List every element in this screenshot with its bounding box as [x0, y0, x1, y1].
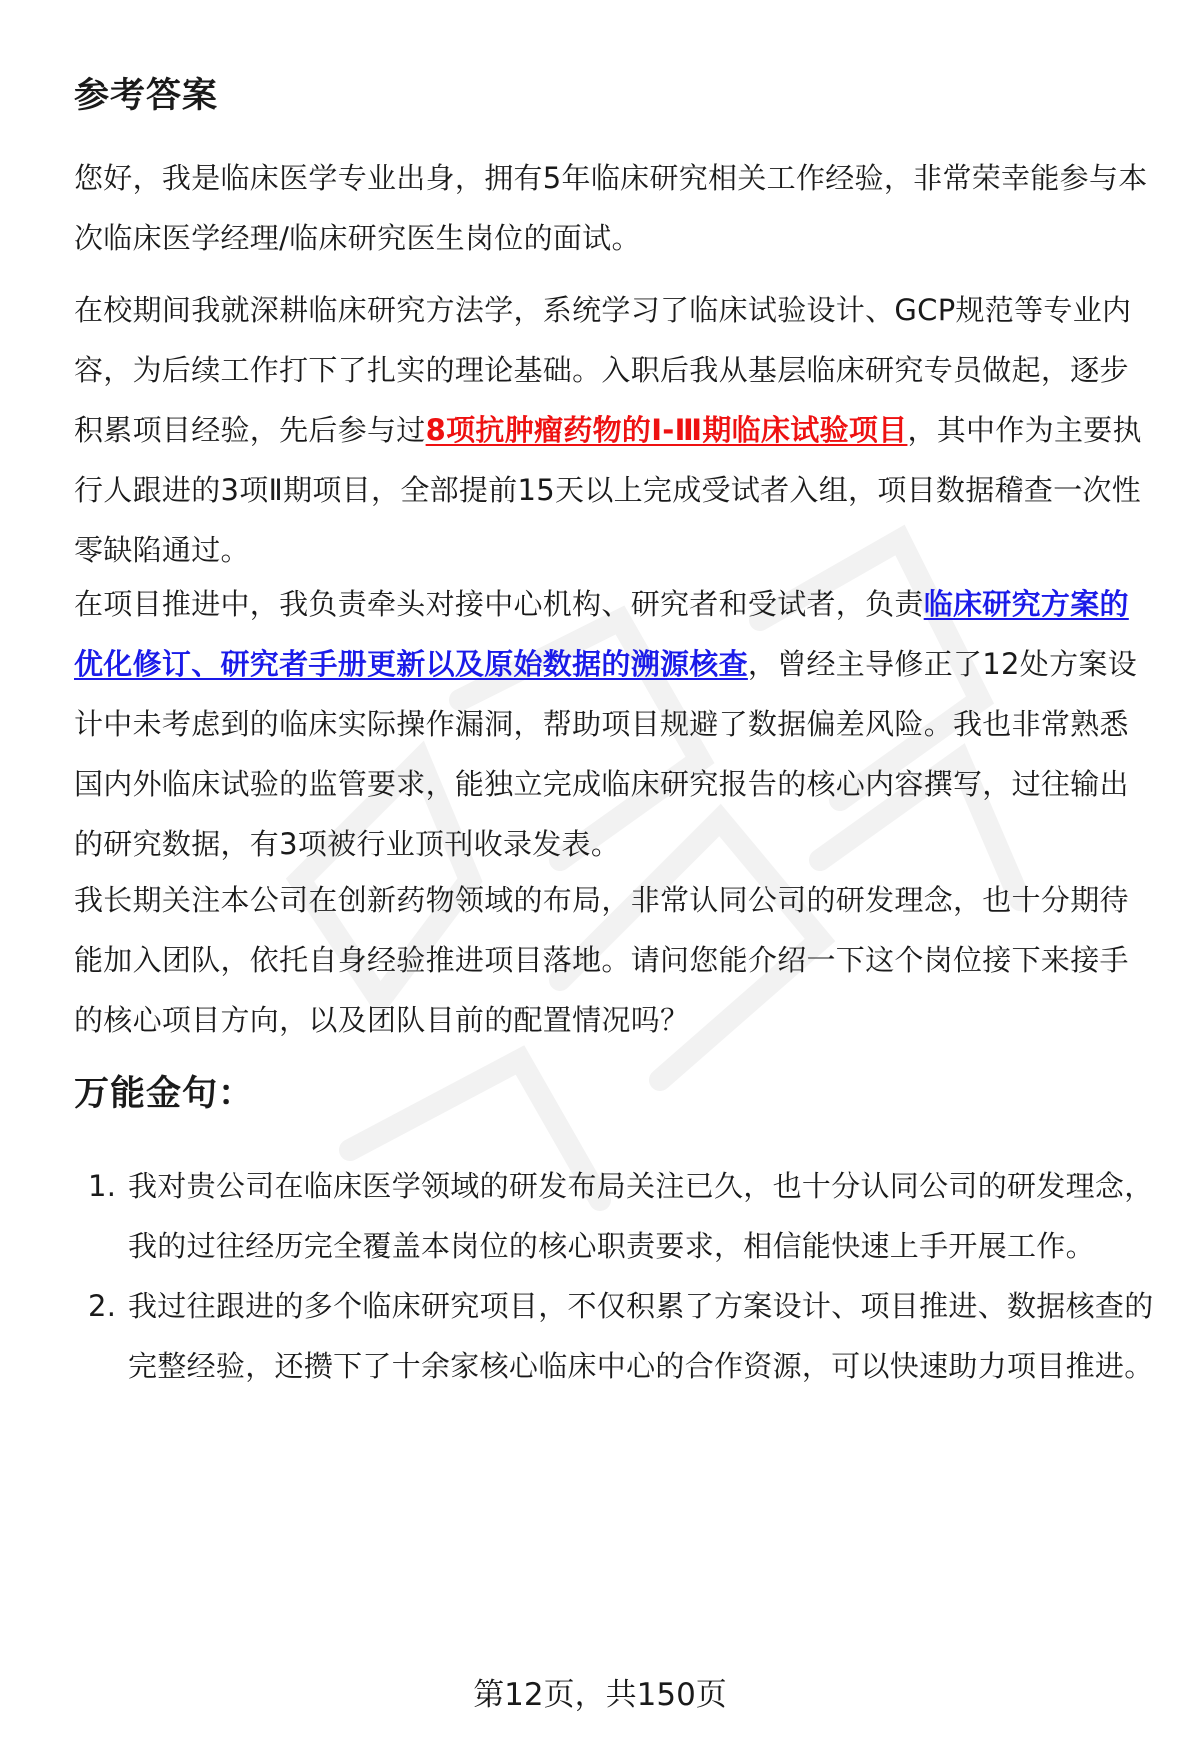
phrases-list: [74, 1156, 1154, 1396]
paragraph-responsibilities-tail: ，曾经主导修正了12处方案设计中未考虑到的临床实际操作漏洞，帮助项目规避了数据偏差风险。我也非常熟悉国内外临床试验的监管要求，能独立完成临床研究报告的核心内容撰写，过往输出的研究数据，有3项被行业顶刊收录发表。: [74, 647, 1138, 861]
highlight-trial-projects: 8项抗肿瘤药物的Ⅰ-Ⅲ期临床试验项目: [425, 413, 908, 447]
phrases-heading: 万能金句：: [74, 1074, 255, 1114]
list-item: [74, 1276, 1154, 1396]
list-item: [74, 1156, 1154, 1276]
paragraph-responsibilities: [74, 574, 1154, 874]
paragraph-experience-tail: ，其中作为主要执行人跟进的3项Ⅱ期项目，全部提前15天以上完成受试者入组，项目数据稽查一次性零缺陷通过。: [74, 413, 1142, 567]
list-item-number: 2.: [88, 1289, 117, 1323]
paragraph-responsibilities-text: 在项目推进中，我负责牵头对接中心机构、研究者和受试者，负责: [74, 587, 924, 621]
list-item-text: 我对贵公司在临床医学领域的研发布局关注已久，也十分认同公司的研发理念，我的过往经历完全覆盖本岗位的核心职责要求，相信能快速上手开展工作。: [128, 1169, 1154, 1263]
paragraph-intro: 您好，我是临床医学专业出身，拥有5年临床研究相关工作经验，非常荣幸能参与本次临床医学经理/临床研究医生岗位的面试。: [74, 161, 1148, 255]
paragraph-closing-question: 我长期关注本公司在创新药物领域的布局，非常认同公司的研发理念，也十分期待能加入团队，依托自身经验推进项目落地。请问您能介绍一下这个岗位接下来接手的核心项目方向，以及团队目前的配置情况吗？: [74, 883, 1129, 1037]
page-number-footer: 第12页，共150页: [473, 1677, 727, 1713]
paragraph-experience: [74, 280, 1154, 580]
highlight-protocol-work: 临床研究方案的优化修订、研究者手册更新以及原始数据的溯源核查: [74, 587, 1129, 681]
paragraph-experience-text: 在校期间我就深耕临床研究方法学，系统学习了临床试验设计、GCP规范等专业内容，为后续工作打下了扎实的理论基础。入职后我从基层临床研究专员做起，逐步积累项目经验，先后参与过: [74, 293, 1132, 447]
list-item-number: 1.: [88, 1169, 117, 1203]
answer-heading: 参考答案: [74, 76, 219, 116]
list-item-text: 我过往跟进的多个临床研究项目，不仅积累了方案设计、项目推进、数据核查的完整经验，还攒下了十余家核心临床中心的合作资源，可以快速助力项目推进。: [128, 1289, 1154, 1383]
